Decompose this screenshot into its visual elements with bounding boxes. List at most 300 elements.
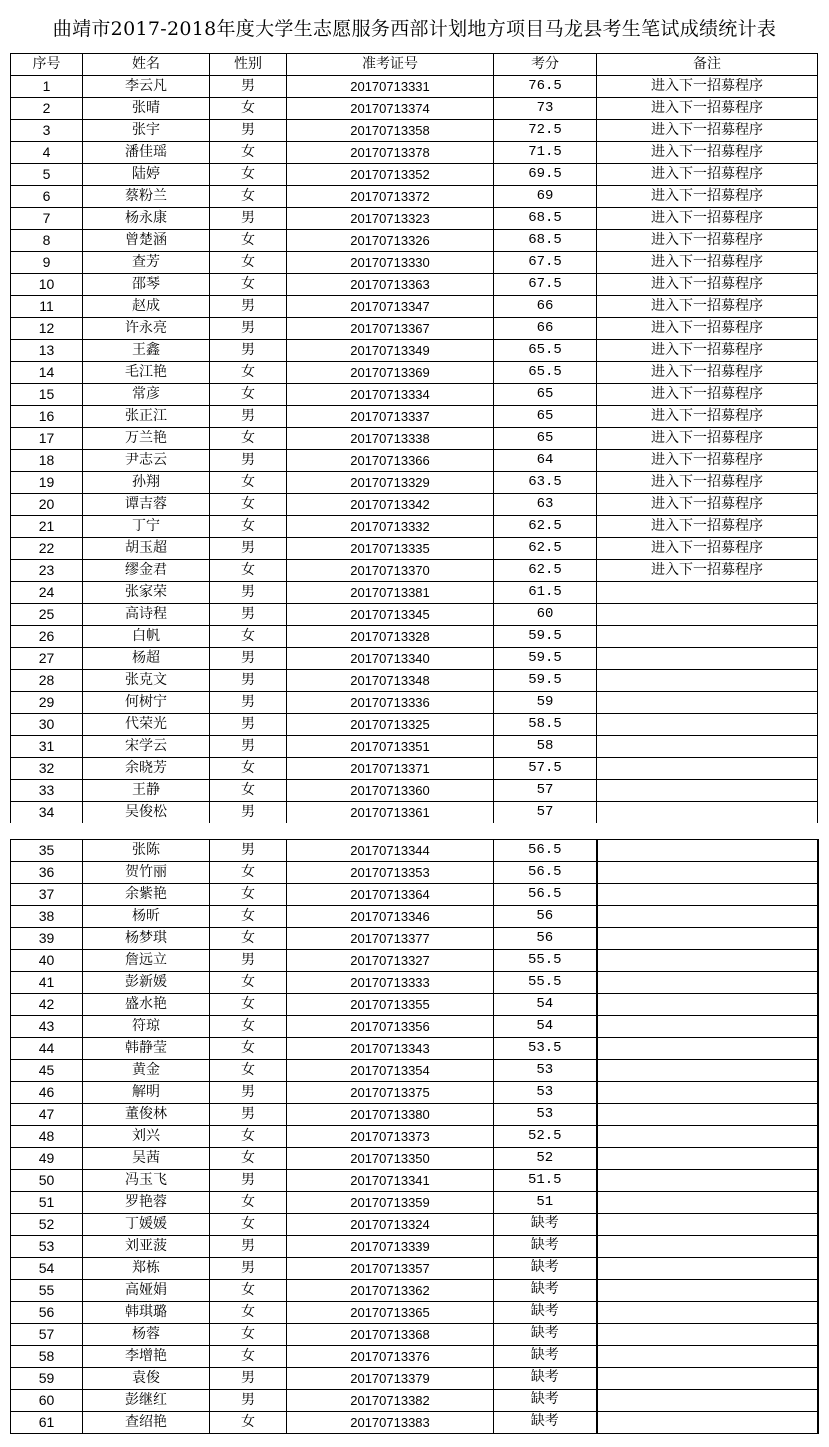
cell-ticket-number: 20170713381 xyxy=(287,582,494,604)
table-row xyxy=(11,186,818,208)
cell-gender: 女 xyxy=(210,906,287,928)
cell-index: 25 xyxy=(11,604,83,626)
cell-name: 解明 xyxy=(83,1082,210,1104)
cell-remark: 进入下一招募程序 xyxy=(597,120,818,142)
cell-name: 潘佳瑶 xyxy=(83,142,210,164)
cell-gender: 女 xyxy=(210,1016,287,1038)
table-row xyxy=(11,972,818,994)
cell-index: 41 xyxy=(11,972,83,994)
cell-score: 56 xyxy=(494,928,597,950)
cell-remark xyxy=(597,1082,818,1104)
cell-gender: 男 xyxy=(210,340,287,362)
cell-ticket-number: 20170713325 xyxy=(287,714,494,736)
table-row xyxy=(11,98,818,120)
cell-name: 常彦 xyxy=(83,384,210,406)
cell-name: 盛水艳 xyxy=(83,994,210,1016)
cell-index: 31 xyxy=(11,736,83,758)
cell-ticket-number: 20170713367 xyxy=(287,318,494,340)
cell-remark: 进入下一招募程序 xyxy=(597,516,818,538)
cell-name: 吴茜 xyxy=(83,1148,210,1170)
table-row xyxy=(11,840,818,862)
table-row xyxy=(11,1060,818,1082)
cell-index: 50 xyxy=(11,1170,83,1192)
cell-index: 33 xyxy=(11,780,83,802)
cell-score: 缺考 xyxy=(494,1280,597,1302)
cell-gender: 女 xyxy=(210,164,287,186)
cell-index: 54 xyxy=(11,1258,83,1280)
table-row xyxy=(11,1170,818,1192)
cell-remark: 进入下一招募程序 xyxy=(597,76,818,98)
cell-index: 43 xyxy=(11,1016,83,1038)
table-row xyxy=(11,1412,818,1434)
cell-gender: 女 xyxy=(210,862,287,884)
cell-name: 高诗程 xyxy=(83,604,210,626)
cell-index: 39 xyxy=(11,928,83,950)
cell-name: 宋学云 xyxy=(83,736,210,758)
header-name: 姓名 xyxy=(83,54,210,76)
cell-score: 缺考 xyxy=(494,1258,597,1280)
cell-name: 杨超 xyxy=(83,648,210,670)
cell-remark xyxy=(597,972,818,994)
table-header-row xyxy=(11,54,818,76)
table-row xyxy=(11,994,818,1016)
cell-ticket-number: 20170713344 xyxy=(287,840,494,862)
table-row xyxy=(11,494,818,516)
cell-name: 符琼 xyxy=(83,1016,210,1038)
header-ticket-number: 准考证号 xyxy=(287,54,494,76)
table-row xyxy=(11,516,818,538)
cell-gender: 男 xyxy=(210,802,287,824)
cell-score: 65.5 xyxy=(494,340,597,362)
cell-index: 35 xyxy=(11,840,83,862)
cell-name: 杨昕 xyxy=(83,906,210,928)
cell-gender: 女 xyxy=(210,274,287,296)
cell-score: 72.5 xyxy=(494,120,597,142)
table-row xyxy=(11,318,818,340)
cell-name: 赵成 xyxy=(83,296,210,318)
cell-name: 张宇 xyxy=(83,120,210,142)
cell-ticket-number: 20170713357 xyxy=(287,1258,494,1280)
cell-gender: 女 xyxy=(210,884,287,906)
cell-remark xyxy=(597,1192,818,1214)
cell-remark xyxy=(597,1016,818,1038)
cell-gender: 男 xyxy=(210,1258,287,1280)
cell-ticket-number: 20170713332 xyxy=(287,516,494,538)
table-row xyxy=(11,1214,818,1236)
cell-score: 59 xyxy=(494,692,597,714)
cell-score: 缺考 xyxy=(494,1390,597,1412)
cell-remark: 进入下一招募程序 xyxy=(597,230,818,252)
cell-ticket-number: 20170713358 xyxy=(287,120,494,142)
cell-name: 孙翔 xyxy=(83,472,210,494)
cell-ticket-number: 20170713330 xyxy=(287,252,494,274)
cell-index: 58 xyxy=(11,1346,83,1368)
cell-remark: 进入下一招募程序 xyxy=(597,208,818,230)
cell-ticket-number: 20170713349 xyxy=(287,340,494,362)
cell-remark: 进入下一招募程序 xyxy=(597,318,818,340)
cell-gender: 男 xyxy=(210,1368,287,1390)
cell-ticket-number: 20170713353 xyxy=(287,862,494,884)
table-row xyxy=(11,582,818,604)
cell-score: 51.5 xyxy=(494,1170,597,1192)
cell-name: 谭吉蓉 xyxy=(83,494,210,516)
table-row xyxy=(11,76,818,98)
cell-name: 邵琴 xyxy=(83,274,210,296)
table-row xyxy=(11,1302,818,1324)
cell-score: 65 xyxy=(494,428,597,450)
cell-score: 76.5 xyxy=(494,76,597,98)
cell-remark xyxy=(597,626,818,648)
cell-gender: 男 xyxy=(210,406,287,428)
cell-remark: 进入下一招募程序 xyxy=(597,362,818,384)
cell-name: 王静 xyxy=(83,780,210,802)
cell-ticket-number: 20170713361 xyxy=(287,802,494,824)
cell-remark xyxy=(597,780,818,802)
table-row xyxy=(11,604,818,626)
cell-score: 62.5 xyxy=(494,516,597,538)
cell-name: 韩静莹 xyxy=(83,1038,210,1060)
table-row xyxy=(11,714,818,736)
cell-remark xyxy=(597,1104,818,1126)
cell-ticket-number: 20170713377 xyxy=(287,928,494,950)
cell-index: 20 xyxy=(11,494,83,516)
cell-gender: 男 xyxy=(210,670,287,692)
table-row xyxy=(11,802,818,824)
cell-gender: 男 xyxy=(210,1170,287,1192)
table-row xyxy=(11,142,818,164)
cell-name: 张陈 xyxy=(83,840,210,862)
cell-ticket-number: 20170713345 xyxy=(287,604,494,626)
cell-name: 刘亚菠 xyxy=(83,1236,210,1258)
cell-gender: 男 xyxy=(210,120,287,142)
cell-gender: 女 xyxy=(210,972,287,994)
cell-ticket-number: 20170713379 xyxy=(287,1368,494,1390)
cell-index: 23 xyxy=(11,560,83,582)
cell-name: 董俊林 xyxy=(83,1104,210,1126)
cell-index: 57 xyxy=(11,1324,83,1346)
cell-name: 刘兴 xyxy=(83,1126,210,1148)
cell-score: 56.5 xyxy=(494,840,597,862)
cell-ticket-number: 20170713336 xyxy=(287,692,494,714)
cell-index: 49 xyxy=(11,1148,83,1170)
cell-score: 55.5 xyxy=(494,972,597,994)
cell-ticket-number: 20170713343 xyxy=(287,1038,494,1060)
cell-name: 蔡粉兰 xyxy=(83,186,210,208)
cell-ticket-number: 20170713355 xyxy=(287,994,494,1016)
cell-name: 詹远立 xyxy=(83,950,210,972)
table-row xyxy=(11,906,818,928)
cell-index: 46 xyxy=(11,1082,83,1104)
cell-index: 47 xyxy=(11,1104,83,1126)
cell-index: 18 xyxy=(11,450,83,472)
cell-remark xyxy=(597,802,818,824)
cell-remark xyxy=(597,1258,818,1280)
cell-name: 缪金君 xyxy=(83,560,210,582)
cell-gender: 女 xyxy=(210,428,287,450)
cell-name: 张晴 xyxy=(83,98,210,120)
table-row xyxy=(11,340,818,362)
cell-gender: 男 xyxy=(210,1390,287,1412)
table-row xyxy=(11,1324,818,1346)
cell-remark xyxy=(597,950,818,972)
cell-gender: 女 xyxy=(210,994,287,1016)
cell-gender: 女 xyxy=(210,1346,287,1368)
cell-name: 李云凡 xyxy=(83,76,210,98)
cell-index: 56 xyxy=(11,1302,83,1324)
cell-score: 56.5 xyxy=(494,884,597,906)
cell-index: 24 xyxy=(11,582,83,604)
cell-gender: 女 xyxy=(210,1412,287,1434)
cell-remark: 进入下一招募程序 xyxy=(597,472,818,494)
cell-index: 21 xyxy=(11,516,83,538)
cell-remark: 进入下一招募程序 xyxy=(597,560,818,582)
cell-index: 28 xyxy=(11,670,83,692)
cell-remark: 进入下一招募程序 xyxy=(597,450,818,472)
cell-remark: 进入下一招募程序 xyxy=(597,340,818,362)
table-row xyxy=(11,950,818,972)
cell-ticket-number: 20170713348 xyxy=(287,670,494,692)
cell-remark xyxy=(597,1170,818,1192)
cell-index: 2 xyxy=(11,98,83,120)
cell-name: 杨梦琪 xyxy=(83,928,210,950)
cell-remark: 进入下一招募程序 xyxy=(597,296,818,318)
cell-score: 60 xyxy=(494,604,597,626)
cell-name: 查芳 xyxy=(83,252,210,274)
cell-ticket-number: 20170713342 xyxy=(287,494,494,516)
cell-ticket-number: 20170713368 xyxy=(287,1324,494,1346)
cell-remark xyxy=(597,1346,818,1368)
cell-gender: 男 xyxy=(210,648,287,670)
cell-score: 65 xyxy=(494,406,597,428)
cell-score: 59.5 xyxy=(494,670,597,692)
cell-gender: 女 xyxy=(210,1280,287,1302)
cell-ticket-number: 20170713372 xyxy=(287,186,494,208)
cell-index: 10 xyxy=(11,274,83,296)
cell-gender: 男 xyxy=(210,692,287,714)
cell-score: 68.5 xyxy=(494,208,597,230)
cell-name: 袁俊 xyxy=(83,1368,210,1390)
cell-index: 40 xyxy=(11,950,83,972)
cell-name: 郑栋 xyxy=(83,1258,210,1280)
table-row xyxy=(11,230,818,252)
cell-ticket-number: 20170713364 xyxy=(287,884,494,906)
table-row xyxy=(11,648,818,670)
page-title: 曲靖市2017-2018年度大学生志愿服务西部计划地方项目马龙县考生笔试成绩统计表 xyxy=(52,18,777,40)
cell-score: 53 xyxy=(494,1082,597,1104)
cell-remark: 进入下一招募程序 xyxy=(597,494,818,516)
cell-index: 44 xyxy=(11,1038,83,1060)
cell-index: 17 xyxy=(11,428,83,450)
cell-name: 代荣光 xyxy=(83,714,210,736)
table-row xyxy=(11,780,818,802)
table-row xyxy=(11,296,818,318)
cell-name: 查绍艳 xyxy=(83,1412,210,1434)
cell-ticket-number: 20170713362 xyxy=(287,1280,494,1302)
cell-gender: 女 xyxy=(210,758,287,780)
cell-gender: 男 xyxy=(210,840,287,862)
cell-name: 贺竹丽 xyxy=(83,862,210,884)
cell-index: 42 xyxy=(11,994,83,1016)
cell-remark xyxy=(597,1390,818,1412)
cell-remark xyxy=(597,1368,818,1390)
cell-ticket-number: 20170713374 xyxy=(287,98,494,120)
cell-ticket-number: 20170713356 xyxy=(287,1016,494,1038)
cell-ticket-number: 20170713339 xyxy=(287,1236,494,1258)
table-row xyxy=(11,472,818,494)
cell-score: 63 xyxy=(494,494,597,516)
cell-score: 68.5 xyxy=(494,230,597,252)
table-row xyxy=(11,884,818,906)
cell-remark xyxy=(597,1126,818,1148)
cell-gender: 男 xyxy=(210,450,287,472)
cell-gender: 女 xyxy=(210,384,287,406)
header-score: 考分 xyxy=(494,54,597,76)
cell-score: 69 xyxy=(494,186,597,208)
cell-ticket-number: 20170713378 xyxy=(287,142,494,164)
cell-remark: 进入下一招募程序 xyxy=(597,142,818,164)
table-row xyxy=(11,1104,818,1126)
cell-gender: 女 xyxy=(210,560,287,582)
cell-gender: 男 xyxy=(210,318,287,340)
cell-remark xyxy=(597,670,818,692)
cell-name: 罗艳蓉 xyxy=(83,1192,210,1214)
cell-remark xyxy=(597,862,818,884)
cell-index: 16 xyxy=(11,406,83,428)
table-row xyxy=(11,758,818,780)
table-row xyxy=(11,692,818,714)
cell-index: 55 xyxy=(11,1280,83,1302)
cell-index: 53 xyxy=(11,1236,83,1258)
cell-score: 57 xyxy=(494,780,597,802)
table-row xyxy=(11,274,818,296)
table-row xyxy=(11,252,818,274)
cell-gender: 女 xyxy=(210,1324,287,1346)
cell-index: 11 xyxy=(11,296,83,318)
cell-gender: 男 xyxy=(210,582,287,604)
cell-remark xyxy=(597,1214,818,1236)
cell-index: 26 xyxy=(11,626,83,648)
table-row xyxy=(11,1346,818,1368)
cell-name: 丁宁 xyxy=(83,516,210,538)
cell-gender: 女 xyxy=(210,472,287,494)
cell-ticket-number: 20170713380 xyxy=(287,1104,494,1126)
table-row xyxy=(11,928,818,950)
score-table-part1 xyxy=(10,53,818,823)
cell-gender: 女 xyxy=(210,186,287,208)
cell-ticket-number: 20170713360 xyxy=(287,780,494,802)
cell-remark: 进入下一招募程序 xyxy=(597,98,818,120)
cell-ticket-number: 20170713334 xyxy=(287,384,494,406)
cell-remark xyxy=(597,840,818,862)
cell-ticket-number: 20170713326 xyxy=(287,230,494,252)
cell-score: 54 xyxy=(494,1016,597,1038)
cell-score: 缺考 xyxy=(494,1346,597,1368)
cell-gender: 女 xyxy=(210,1214,287,1236)
cell-remark xyxy=(597,994,818,1016)
cell-index: 8 xyxy=(11,230,83,252)
cell-score: 63.5 xyxy=(494,472,597,494)
cell-score: 53 xyxy=(494,1060,597,1082)
cell-score: 69.5 xyxy=(494,164,597,186)
cell-ticket-number: 20170713363 xyxy=(287,274,494,296)
table-row xyxy=(11,362,818,384)
cell-index: 51 xyxy=(11,1192,83,1214)
cell-name: 张家荣 xyxy=(83,582,210,604)
cell-remark: 进入下一招募程序 xyxy=(597,406,818,428)
cell-gender: 男 xyxy=(210,604,287,626)
cell-gender: 女 xyxy=(210,1126,287,1148)
cell-index: 61 xyxy=(11,1412,83,1434)
table-row xyxy=(11,208,818,230)
cell-ticket-number: 20170713352 xyxy=(287,164,494,186)
cell-ticket-number: 20170713338 xyxy=(287,428,494,450)
cell-ticket-number: 20170713369 xyxy=(287,362,494,384)
table-row xyxy=(11,384,818,406)
cell-name: 黄金 xyxy=(83,1060,210,1082)
cell-index: 38 xyxy=(11,906,83,928)
cell-score: 67.5 xyxy=(494,274,597,296)
cell-score: 53 xyxy=(494,1104,597,1126)
cell-name: 张克文 xyxy=(83,670,210,692)
cell-gender: 男 xyxy=(210,950,287,972)
cell-ticket-number: 20170713383 xyxy=(287,1412,494,1434)
table-row xyxy=(11,626,818,648)
cell-name: 李增艳 xyxy=(83,1346,210,1368)
cell-score: 缺考 xyxy=(494,1236,597,1258)
cell-name: 冯玉飞 xyxy=(83,1170,210,1192)
cell-ticket-number: 20170713347 xyxy=(287,296,494,318)
cell-remark xyxy=(597,1148,818,1170)
table-row xyxy=(11,538,818,560)
cell-gender: 女 xyxy=(210,362,287,384)
cell-remark xyxy=(597,604,818,626)
cell-remark: 进入下一招募程序 xyxy=(597,186,818,208)
cell-index: 34 xyxy=(11,802,83,824)
cell-name: 彭新媛 xyxy=(83,972,210,994)
cell-remark xyxy=(597,692,818,714)
cell-score: 缺考 xyxy=(494,1412,597,1434)
cell-score: 62.5 xyxy=(494,538,597,560)
cell-name: 张正江 xyxy=(83,406,210,428)
cell-ticket-number: 20170713382 xyxy=(287,1390,494,1412)
cell-ticket-number: 20170713351 xyxy=(287,736,494,758)
cell-index: 4 xyxy=(11,142,83,164)
cell-score: 56.5 xyxy=(494,862,597,884)
cell-gender: 女 xyxy=(210,1038,287,1060)
cell-gender: 女 xyxy=(210,1060,287,1082)
cell-name: 韩琪璐 xyxy=(83,1302,210,1324)
cell-remark xyxy=(597,906,818,928)
table-row xyxy=(11,736,818,758)
cell-gender: 女 xyxy=(210,626,287,648)
cell-remark xyxy=(597,582,818,604)
cell-name: 毛江艳 xyxy=(83,362,210,384)
cell-gender: 男 xyxy=(210,538,287,560)
cell-score: 缺考 xyxy=(494,1214,597,1236)
cell-ticket-number: 20170713359 xyxy=(287,1192,494,1214)
cell-remark xyxy=(597,928,818,950)
cell-name: 陆婷 xyxy=(83,164,210,186)
cell-name: 万兰艳 xyxy=(83,428,210,450)
cell-ticket-number: 20170713328 xyxy=(287,626,494,648)
cell-ticket-number: 20170713333 xyxy=(287,972,494,994)
cell-index: 32 xyxy=(11,758,83,780)
cell-index: 27 xyxy=(11,648,83,670)
table-row xyxy=(11,1280,818,1302)
cell-name: 尹志云 xyxy=(83,450,210,472)
cell-index: 12 xyxy=(11,318,83,340)
cell-score: 64 xyxy=(494,450,597,472)
